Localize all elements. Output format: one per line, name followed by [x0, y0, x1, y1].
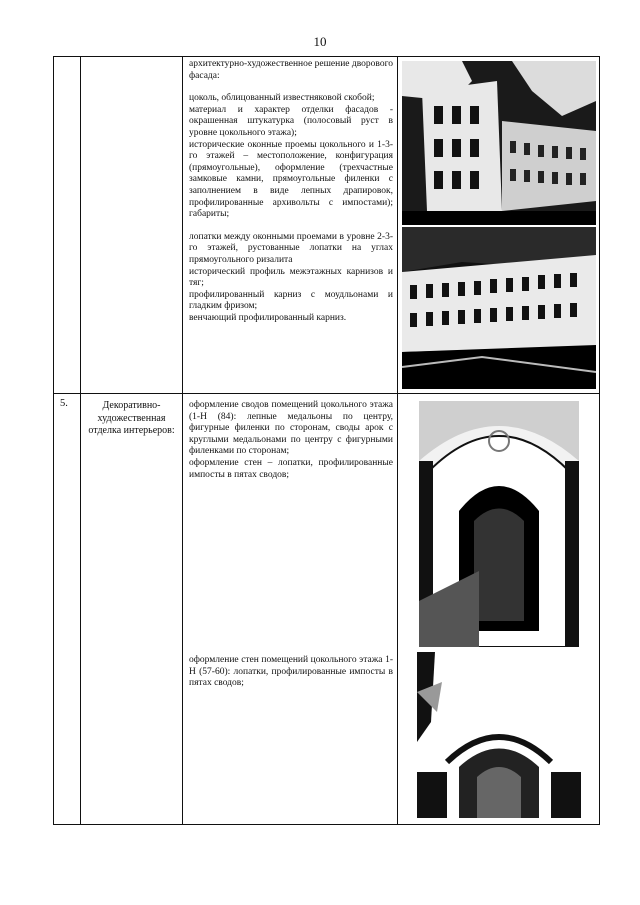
facade-photo-2 [402, 227, 596, 389]
description-paragraph: оформление стен помещений цокольного этажа 1-Н (57-60): лопатки, профилированные импосты в пятах сводов; [189, 655, 393, 689]
description-cell [183, 394, 398, 825]
description-paragraph: профилированный карниз с моудльонами и гладким фризом; [189, 289, 393, 312]
photo-cell [398, 57, 600, 394]
description-paragraph: оформление стен – лопатки, профилированные импосты в пятах сводов; [189, 457, 393, 480]
row-number-cell: 5. [54, 394, 81, 825]
row-number-cell [54, 57, 81, 394]
table-row [54, 57, 600, 394]
description-paragraph: исторические оконные проемы цокольного и 1-3-го этажей – местоположение, конфигурация (прямоугольные), оформление (трехчастные замковые камни, прямоугольные филенки с заполнением в виде лепных драпировок, профилированные архивольты с импостами); габариты; [189, 139, 393, 220]
interior-photo-2 [417, 652, 581, 818]
description-paragraph: оформление сводов помещений цокольного этажа (1-Н (84): лепные медальоны по центру, фигурные филенки по сторонам, своды арок с круглыми медальонами по центру с фигурными филенками по сторонам; [189, 400, 393, 457]
heritage-table [53, 56, 600, 825]
facade-photo-1 [402, 61, 596, 225]
page-number: 10 [313, 34, 327, 49]
description-paragraph: материал и характер отделки фасадов - окрашенная штукатурка (полосовый руст в уровне цокольного этажа); [189, 104, 393, 138]
photo-cell [398, 394, 600, 825]
description-paragraph: архитектурно-художественное решение дворового фасада: [189, 59, 393, 81]
row-name-cell [81, 57, 183, 394]
interior-photo-1 [419, 401, 579, 647]
description-paragraph: исторический профиль межэтажных карнизов и тяг; [189, 266, 393, 289]
description-paragraph: цоколь, облицованный известняковой скобой; [189, 93, 375, 104]
description-cell [183, 57, 398, 394]
description-paragraph: лопатки между оконными проемами в уровне 2-3-го этажей, рустованные лопатки на углах прямоугольного ризалита [189, 231, 393, 265]
description-paragraph: венчающий профилированный карниз. [189, 312, 347, 323]
row-name-cell: Декоративно-художественная отделка интерьеров: [81, 394, 183, 825]
table-row [54, 394, 600, 825]
